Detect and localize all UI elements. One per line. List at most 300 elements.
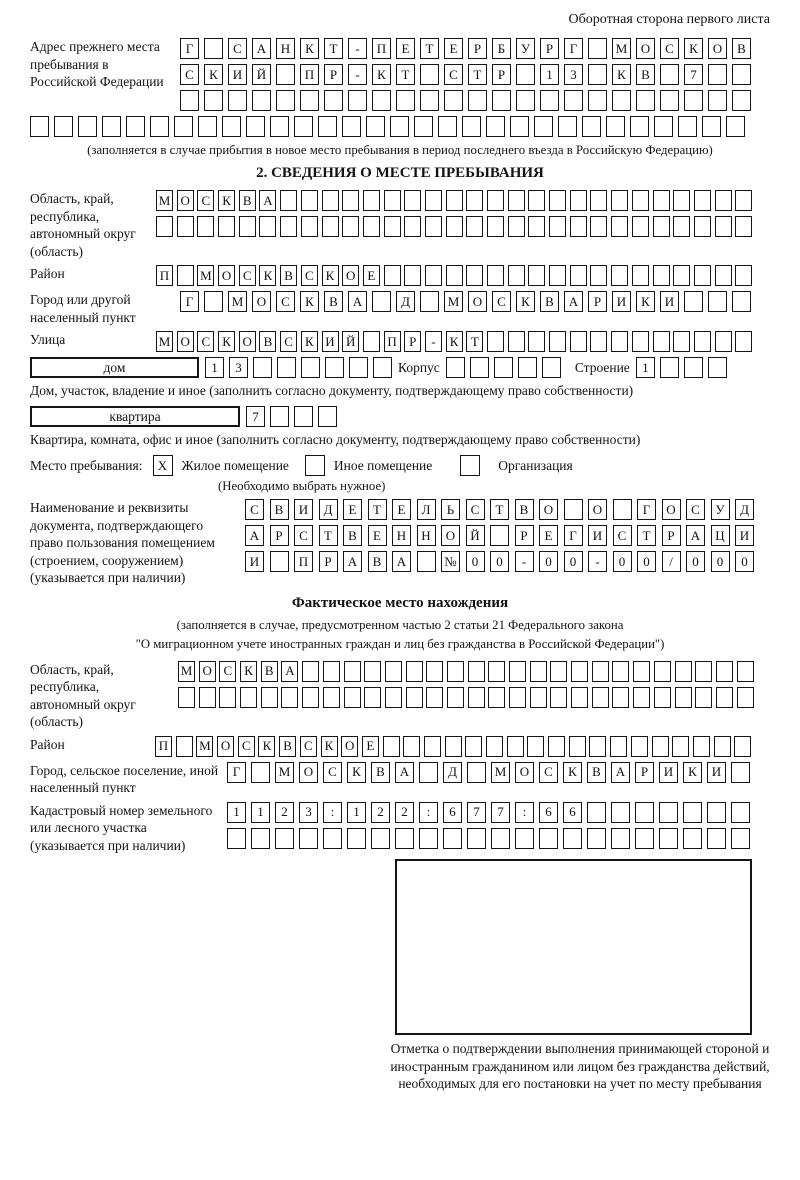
char-cell[interactable]: 1 xyxy=(636,357,655,378)
char-cell[interactable] xyxy=(414,116,433,137)
char-cell[interactable]: 3 xyxy=(564,64,583,85)
char-cell[interactable] xyxy=(708,64,727,85)
char-cell[interactable]: 2 xyxy=(395,802,414,823)
char-cell[interactable] xyxy=(342,216,359,237)
char-cell[interactable] xyxy=(385,687,402,708)
char-cell[interactable] xyxy=(542,357,561,378)
char-cell[interactable] xyxy=(653,265,670,286)
char-cell[interactable]: И xyxy=(588,525,607,546)
char-cell[interactable] xyxy=(251,828,270,849)
char-cell[interactable]: С xyxy=(238,736,255,757)
char-cell[interactable]: - xyxy=(588,551,607,572)
char-cell[interactable] xyxy=(549,190,566,211)
char-cell[interactable] xyxy=(404,190,421,211)
char-cell[interactable]: Н xyxy=(276,38,295,59)
char-cell[interactable]: У xyxy=(516,38,535,59)
char-cell[interactable] xyxy=(487,190,504,211)
char-cell[interactable]: Г xyxy=(637,499,656,520)
char-cell[interactable] xyxy=(438,116,457,137)
char-cell[interactable] xyxy=(406,687,423,708)
char-cell[interactable]: Б xyxy=(492,38,511,59)
char-cell[interactable] xyxy=(348,90,367,111)
char-cell[interactable]: О xyxy=(468,291,487,312)
char-cell[interactable]: Н xyxy=(392,525,411,546)
char-cell[interactable]: М xyxy=(491,762,510,783)
char-cell[interactable] xyxy=(275,828,294,849)
char-cell[interactable] xyxy=(548,736,565,757)
char-cell[interactable]: С xyxy=(444,64,463,85)
char-cell[interactable] xyxy=(732,291,751,312)
char-cell[interactable]: В xyxy=(636,64,655,85)
char-cell[interactable] xyxy=(714,736,731,757)
char-cell[interactable]: П xyxy=(294,551,313,572)
char-cell[interactable]: Г xyxy=(564,38,583,59)
char-cell[interactable] xyxy=(253,357,272,378)
char-cell[interactable] xyxy=(259,216,276,237)
char-cell[interactable] xyxy=(731,762,750,783)
char-cell[interactable] xyxy=(301,190,318,211)
char-cell[interactable] xyxy=(323,687,340,708)
char-cell[interactable] xyxy=(735,190,752,211)
char-cell[interactable] xyxy=(486,736,503,757)
char-cell[interactable] xyxy=(466,216,483,237)
char-cell[interactable]: М xyxy=(196,736,213,757)
char-cell[interactable] xyxy=(446,216,463,237)
char-cell[interactable] xyxy=(364,661,381,682)
char-cell[interactable]: А xyxy=(245,525,264,546)
char-cell[interactable]: К xyxy=(322,265,339,286)
char-cell[interactable] xyxy=(611,828,630,849)
char-cell[interactable] xyxy=(589,736,606,757)
char-cell[interactable]: 0 xyxy=(613,551,632,572)
char-cell[interactable] xyxy=(558,116,577,137)
char-cell[interactable]: Д xyxy=(396,291,415,312)
char-cell[interactable]: / xyxy=(662,551,681,572)
char-cell[interactable]: О xyxy=(341,736,358,757)
char-cell[interactable]: Г xyxy=(180,291,199,312)
char-cell[interactable]: С xyxy=(300,736,317,757)
char-cell[interactable] xyxy=(324,90,343,111)
char-cell[interactable] xyxy=(508,190,525,211)
char-cell[interactable] xyxy=(675,687,692,708)
char-cell[interactable]: И xyxy=(322,331,339,352)
char-cell[interactable] xyxy=(301,357,320,378)
char-cell[interactable] xyxy=(715,265,732,286)
char-cell[interactable]: К xyxy=(347,762,366,783)
char-cell[interactable] xyxy=(385,661,402,682)
char-cell[interactable] xyxy=(426,687,443,708)
char-cell[interactable] xyxy=(632,265,649,286)
char-cell[interactable] xyxy=(590,265,607,286)
char-cell[interactable]: В xyxy=(515,499,534,520)
char-cell[interactable]: С xyxy=(492,291,511,312)
char-cell[interactable] xyxy=(344,687,361,708)
char-cell[interactable] xyxy=(633,661,650,682)
char-cell[interactable] xyxy=(507,736,524,757)
char-cell[interactable]: № xyxy=(441,551,460,572)
char-cell[interactable]: О xyxy=(636,38,655,59)
char-cell[interactable] xyxy=(654,116,673,137)
char-cell[interactable]: О xyxy=(252,291,271,312)
char-cell[interactable] xyxy=(592,661,609,682)
char-cell[interactable] xyxy=(509,661,526,682)
char-cell[interactable] xyxy=(550,661,567,682)
char-cell[interactable] xyxy=(684,291,703,312)
char-cell[interactable]: 0 xyxy=(735,551,754,572)
char-cell[interactable] xyxy=(612,90,631,111)
char-cell[interactable] xyxy=(468,661,485,682)
char-cell[interactable] xyxy=(349,357,368,378)
char-cell[interactable] xyxy=(653,331,670,352)
char-cell[interactable] xyxy=(707,828,726,849)
char-cell[interactable]: Г xyxy=(227,762,246,783)
char-cell[interactable] xyxy=(443,828,462,849)
char-cell[interactable]: А xyxy=(259,190,276,211)
char-cell[interactable] xyxy=(30,116,49,137)
char-cell[interactable]: 0 xyxy=(539,551,558,572)
char-cell[interactable] xyxy=(508,216,525,237)
char-cell[interactable]: С xyxy=(280,331,297,352)
char-cell[interactable] xyxy=(737,661,754,682)
char-cell[interactable]: 3 xyxy=(229,357,248,378)
char-cell[interactable]: С xyxy=(660,38,679,59)
char-cell[interactable] xyxy=(564,90,583,111)
char-cell[interactable] xyxy=(466,265,483,286)
char-cell[interactable]: В xyxy=(368,551,387,572)
char-cell[interactable]: С xyxy=(686,499,705,520)
char-cell[interactable]: - xyxy=(348,64,367,85)
char-cell[interactable]: К xyxy=(218,190,235,211)
char-cell[interactable] xyxy=(633,687,650,708)
char-cell[interactable]: М xyxy=(156,190,173,211)
char-cell[interactable] xyxy=(516,90,535,111)
char-cell[interactable]: 3 xyxy=(299,802,318,823)
char-cell[interactable] xyxy=(420,291,439,312)
char-cell[interactable] xyxy=(342,190,359,211)
char-cell[interactable] xyxy=(570,331,587,352)
char-cell[interactable] xyxy=(684,357,703,378)
char-cell[interactable]: Г xyxy=(180,38,199,59)
char-cell[interactable] xyxy=(323,661,340,682)
char-cell[interactable]: Ц xyxy=(711,525,730,546)
char-cell[interactable] xyxy=(672,736,689,757)
char-cell[interactable] xyxy=(419,828,438,849)
char-cell[interactable] xyxy=(549,216,566,237)
char-cell[interactable] xyxy=(735,331,752,352)
char-cell[interactable]: В xyxy=(280,265,297,286)
char-cell[interactable]: В xyxy=(261,661,278,682)
char-cell[interactable] xyxy=(540,90,559,111)
char-cell[interactable] xyxy=(270,116,289,137)
char-cell[interactable] xyxy=(270,551,289,572)
char-cell[interactable]: К xyxy=(218,331,235,352)
char-cell[interactable] xyxy=(465,736,482,757)
char-cell[interactable]: С xyxy=(245,499,264,520)
char-cell[interactable] xyxy=(395,828,414,849)
char-cell[interactable] xyxy=(156,216,173,237)
char-cell[interactable]: В xyxy=(343,525,362,546)
char-cell[interactable]: Е xyxy=(343,499,362,520)
char-cell[interactable]: 1 xyxy=(540,64,559,85)
char-cell[interactable]: К xyxy=(684,38,703,59)
char-cell[interactable] xyxy=(550,687,567,708)
char-cell[interactable] xyxy=(404,216,421,237)
char-cell[interactable]: О xyxy=(239,331,256,352)
char-cell[interactable]: О xyxy=(539,499,558,520)
char-cell[interactable]: И xyxy=(294,499,313,520)
char-cell[interactable] xyxy=(302,661,319,682)
char-cell[interactable]: Т xyxy=(490,499,509,520)
char-cell[interactable] xyxy=(322,190,339,211)
char-cell[interactable]: П xyxy=(372,38,391,59)
char-cell[interactable]: 7 xyxy=(246,406,265,427)
char-cell[interactable] xyxy=(508,265,525,286)
char-cell[interactable] xyxy=(611,265,628,286)
char-cell[interactable] xyxy=(716,661,733,682)
char-cell[interactable] xyxy=(494,357,513,378)
char-cell[interactable] xyxy=(420,90,439,111)
char-cell[interactable] xyxy=(611,190,628,211)
char-cell[interactable]: В xyxy=(732,38,751,59)
char-cell[interactable] xyxy=(732,90,751,111)
char-cell[interactable]: С xyxy=(301,265,318,286)
char-cell[interactable] xyxy=(204,38,223,59)
char-cell[interactable]: П xyxy=(156,265,173,286)
char-cell[interactable]: И xyxy=(228,64,247,85)
char-cell[interactable]: 1 xyxy=(205,357,224,378)
char-cell[interactable] xyxy=(539,828,558,849)
char-cell[interactable]: 0 xyxy=(490,551,509,572)
char-cell[interactable]: К xyxy=(683,762,702,783)
char-cell[interactable]: В xyxy=(324,291,343,312)
char-cell[interactable] xyxy=(419,762,438,783)
char-cell[interactable]: О xyxy=(218,265,235,286)
char-cell[interactable]: О xyxy=(441,525,460,546)
char-cell[interactable]: 0 xyxy=(711,551,730,572)
char-cell[interactable] xyxy=(694,265,711,286)
char-cell[interactable] xyxy=(571,687,588,708)
char-cell[interactable]: 1 xyxy=(347,802,366,823)
char-cell[interactable]: И xyxy=(612,291,631,312)
char-cell[interactable] xyxy=(487,331,504,352)
char-cell[interactable] xyxy=(563,828,582,849)
char-cell[interactable]: - xyxy=(348,38,367,59)
char-cell[interactable]: С xyxy=(294,525,313,546)
char-cell[interactable] xyxy=(280,190,297,211)
char-cell[interactable]: 1 xyxy=(251,802,270,823)
char-cell[interactable] xyxy=(383,736,400,757)
char-cell[interactable]: О xyxy=(662,499,681,520)
other-premises-checkbox[interactable] xyxy=(305,455,325,476)
char-cell[interactable]: Д xyxy=(443,762,462,783)
char-cell[interactable] xyxy=(549,331,566,352)
char-cell[interactable]: Р xyxy=(588,291,607,312)
residential-checkbox[interactable]: X xyxy=(153,455,173,476)
char-cell[interactable]: Р xyxy=(319,551,338,572)
char-cell[interactable] xyxy=(294,406,313,427)
char-cell[interactable] xyxy=(654,687,671,708)
char-cell[interactable] xyxy=(534,116,553,137)
char-cell[interactable]: К xyxy=(612,64,631,85)
char-cell[interactable] xyxy=(261,687,278,708)
char-cell[interactable] xyxy=(390,116,409,137)
char-cell[interactable]: М xyxy=(612,38,631,59)
char-cell[interactable] xyxy=(509,687,526,708)
char-cell[interactable] xyxy=(301,216,318,237)
char-cell[interactable] xyxy=(715,331,732,352)
char-cell[interactable] xyxy=(176,736,193,757)
char-cell[interactable]: Д xyxy=(319,499,338,520)
char-cell[interactable] xyxy=(239,216,256,237)
char-cell[interactable] xyxy=(695,661,712,682)
char-cell[interactable] xyxy=(694,331,711,352)
char-cell[interactable] xyxy=(592,687,609,708)
char-cell[interactable] xyxy=(342,116,361,137)
char-cell[interactable] xyxy=(612,661,629,682)
char-cell[interactable]: С xyxy=(466,499,485,520)
char-cell[interactable] xyxy=(446,190,463,211)
char-cell[interactable] xyxy=(675,661,692,682)
char-cell[interactable] xyxy=(732,64,751,85)
char-cell[interactable]: Р xyxy=(635,762,654,783)
char-cell[interactable] xyxy=(635,802,654,823)
char-cell[interactable] xyxy=(707,802,726,823)
char-cell[interactable] xyxy=(366,116,385,137)
char-cell[interactable]: 7 xyxy=(684,64,703,85)
char-cell[interactable]: О xyxy=(515,762,534,783)
char-cell[interactable]: А xyxy=(252,38,271,59)
char-cell[interactable] xyxy=(660,90,679,111)
char-cell[interactable]: 6 xyxy=(563,802,582,823)
char-cell[interactable] xyxy=(487,216,504,237)
char-cell[interactable] xyxy=(694,216,711,237)
char-cell[interactable] xyxy=(467,762,486,783)
char-cell[interactable] xyxy=(702,116,721,137)
char-cell[interactable] xyxy=(678,116,697,137)
char-cell[interactable] xyxy=(384,190,401,211)
char-cell[interactable] xyxy=(708,357,727,378)
char-cell[interactable] xyxy=(528,216,545,237)
char-cell[interactable] xyxy=(404,265,421,286)
char-cell[interactable] xyxy=(222,116,241,137)
char-cell[interactable] xyxy=(363,216,380,237)
char-cell[interactable] xyxy=(653,216,670,237)
char-cell[interactable]: К xyxy=(204,64,223,85)
char-cell[interactable] xyxy=(294,116,313,137)
char-cell[interactable] xyxy=(588,38,607,59)
char-cell[interactable] xyxy=(632,216,649,237)
char-cell[interactable]: К xyxy=(240,661,257,682)
char-cell[interactable]: У xyxy=(711,499,730,520)
char-cell[interactable] xyxy=(219,687,236,708)
char-cell[interactable]: Т xyxy=(420,38,439,59)
char-cell[interactable]: Т xyxy=(324,38,343,59)
char-cell[interactable]: С xyxy=(228,38,247,59)
char-cell[interactable] xyxy=(708,291,727,312)
char-cell[interactable]: Е xyxy=(362,736,379,757)
char-cell[interactable] xyxy=(325,357,344,378)
char-cell[interactable] xyxy=(384,216,401,237)
char-cell[interactable] xyxy=(246,116,265,137)
char-cell[interactable]: Г xyxy=(564,525,583,546)
char-cell[interactable]: Р xyxy=(515,525,534,546)
char-cell[interactable]: П xyxy=(384,331,401,352)
char-cell[interactable] xyxy=(695,687,712,708)
char-cell[interactable]: В xyxy=(371,762,390,783)
char-cell[interactable] xyxy=(590,190,607,211)
char-cell[interactable] xyxy=(406,661,423,682)
char-cell[interactable]: : xyxy=(419,802,438,823)
char-cell[interactable] xyxy=(731,802,750,823)
char-cell[interactable]: Т xyxy=(319,525,338,546)
char-cell[interactable]: К xyxy=(636,291,655,312)
char-cell[interactable]: К xyxy=(301,331,318,352)
char-cell[interactable] xyxy=(613,499,632,520)
char-cell[interactable]: 7 xyxy=(491,802,510,823)
char-cell[interactable] xyxy=(318,406,337,427)
char-cell[interactable] xyxy=(632,331,649,352)
char-cell[interactable] xyxy=(446,357,465,378)
char-cell[interactable]: П xyxy=(300,64,319,85)
char-cell[interactable]: Й xyxy=(466,525,485,546)
char-cell[interactable]: О xyxy=(708,38,727,59)
char-cell[interactable] xyxy=(486,116,505,137)
char-cell[interactable] xyxy=(590,331,607,352)
char-cell[interactable]: С xyxy=(197,331,214,352)
char-cell[interactable] xyxy=(445,736,462,757)
char-cell[interactable] xyxy=(218,216,235,237)
char-cell[interactable]: В xyxy=(239,190,256,211)
char-cell[interactable]: Е xyxy=(363,265,380,286)
char-cell[interactable] xyxy=(227,828,246,849)
char-cell[interactable]: О xyxy=(199,661,216,682)
char-cell[interactable]: Т xyxy=(396,64,415,85)
char-cell[interactable] xyxy=(426,661,443,682)
char-cell[interactable]: - xyxy=(515,551,534,572)
char-cell[interactable] xyxy=(299,828,318,849)
organization-checkbox[interactable] xyxy=(460,455,480,476)
char-cell[interactable]: К xyxy=(563,762,582,783)
char-cell[interactable] xyxy=(318,116,337,137)
char-cell[interactable] xyxy=(174,116,193,137)
char-cell[interactable]: А xyxy=(392,551,411,572)
char-cell[interactable]: К xyxy=(300,291,319,312)
char-cell[interactable] xyxy=(588,90,607,111)
char-cell[interactable] xyxy=(737,687,754,708)
char-cell[interactable]: О xyxy=(588,499,607,520)
char-cell[interactable] xyxy=(251,762,270,783)
char-cell[interactable]: О xyxy=(177,331,194,352)
char-cell[interactable] xyxy=(491,828,510,849)
char-cell[interactable]: О xyxy=(177,190,194,211)
char-cell[interactable] xyxy=(492,90,511,111)
char-cell[interactable]: А xyxy=(343,551,362,572)
char-cell[interactable] xyxy=(363,331,380,352)
char-cell[interactable] xyxy=(582,116,601,137)
char-cell[interactable] xyxy=(467,828,486,849)
char-cell[interactable] xyxy=(516,64,535,85)
char-cell[interactable] xyxy=(444,90,463,111)
char-cell[interactable] xyxy=(468,90,487,111)
char-cell[interactable] xyxy=(396,90,415,111)
char-cell[interactable]: А xyxy=(395,762,414,783)
char-cell[interactable]: М xyxy=(275,762,294,783)
char-cell[interactable]: Л xyxy=(417,499,436,520)
char-cell[interactable]: К xyxy=(516,291,535,312)
char-cell[interactable]: Е xyxy=(444,38,463,59)
char-cell[interactable]: 0 xyxy=(564,551,583,572)
char-cell[interactable] xyxy=(527,736,544,757)
